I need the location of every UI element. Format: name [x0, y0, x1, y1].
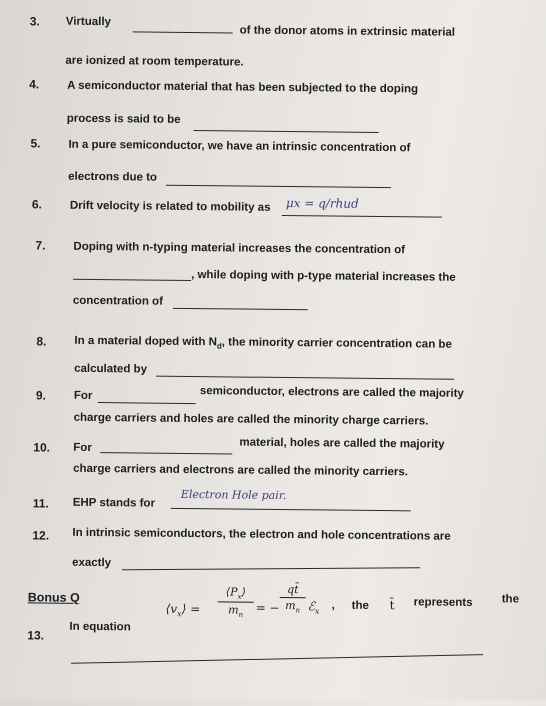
question-5-text-b: electrons due to: [68, 170, 158, 184]
question-13-equation-mid: = −: [255, 600, 280, 615]
question-13-text-represents: represents: [413, 596, 473, 609]
question-13-comma: ,: [331, 599, 335, 612]
question-3-number: 3.: [29, 14, 40, 29]
question-13-fraction-1: $⟨P_x⟩$ $m_n$: [218, 585, 254, 619]
question-10-text-b: material, holes are called the majority: [239, 436, 445, 451]
question-10-number: 10.: [33, 440, 51, 455]
question-3-text: Virtually: [65, 15, 112, 29]
question-11-number: 11.: [32, 496, 49, 511]
question-6-text: Drift velocity is related to mobility as: [69, 199, 271, 214]
question-7-text-c: concentration of: [72, 294, 164, 308]
question-3-blank[interactable]: [133, 31, 233, 33]
question-5-number: 5.: [30, 136, 41, 151]
question-12-number: 12.: [32, 528, 50, 543]
question-7-blank-b[interactable]: [173, 308, 308, 310]
question-11-blank[interactable]: [171, 508, 411, 512]
question-4-number: 4.: [29, 77, 40, 92]
question-10-text-c: charge carriers and electrons are called the minority carriers.: [73, 462, 409, 479]
question-5-text: In a pure semiconductor, we have an intrinsic concentration of: [68, 138, 411, 155]
question-7-number: 7.: [35, 238, 46, 253]
question-7-text: Doping with n-typing material increases the concentration of: [73, 240, 406, 257]
question-13-text-b: the: [351, 599, 369, 612]
question-13-text-the: the: [501, 593, 520, 606]
question-7-text-b: , while doping with p-type material increases the: [191, 269, 456, 284]
question-8-text-b: calculated by: [74, 362, 148, 376]
question-6-blank[interactable]: [282, 215, 442, 218]
question-9-text: For: [73, 389, 93, 402]
question-9-blank[interactable]: [98, 402, 196, 404]
question-13-text: In equation: [69, 620, 131, 634]
question-13-equation-field: ℰ$_x$: [307, 599, 320, 616]
question-4-blank[interactable]: [194, 130, 379, 133]
question-7-blank-a[interactable]: [73, 279, 191, 281]
question-13-number: 13.: [27, 628, 45, 643]
question-8-number: 8.: [36, 334, 47, 349]
question-4-text-b: process is said to be: [66, 112, 181, 126]
question-8-blank[interactable]: [156, 376, 454, 380]
question-12-text-b: exactly: [72, 556, 112, 570]
question-5-blank[interactable]: [166, 185, 391, 188]
question-10-text: For: [73, 441, 92, 454]
question-11-handwritten-answer: Electron Hole pair.: [180, 487, 287, 503]
question-9-text-b: semiconductor, electrons are called the majority: [199, 385, 464, 400]
question-9-text-c: charge carriers and holes are called the minority charge carriers.: [73, 411, 429, 428]
question-3-text-c: are ionized at room temperature.: [65, 54, 244, 69]
question-3-text-b: of the donor atoms in extrinsic material: [239, 24, 456, 39]
question-4-text: A semiconductor material that has been subjected to the doping: [67, 79, 419, 96]
question-8-text: In a material doped with $N_d$, the minority carrier concentration can be: [74, 334, 452, 351]
question-12-text: In intrinsic semiconductors, the electron and hole concentrations are: [72, 526, 451, 543]
question-13-blank[interactable]: [71, 654, 483, 664]
question-12-blank[interactable]: [122, 567, 420, 570]
question-11-text: EHP stands for: [72, 496, 156, 510]
question-13-fraction-2: qt̄ $m_n$: [280, 583, 306, 614]
question-9-number: 9.: [35, 388, 46, 403]
question-6-handwritten-answer: μx = q/rhud: [285, 196, 359, 211]
question-13-text-tbar: t̄: [389, 598, 395, 613]
question-10-blank[interactable]: [100, 452, 232, 454]
question-6-number: 6.: [31, 197, 42, 212]
question-13-equation-lhs: $⟨v_x⟩$ =: [165, 601, 201, 619]
bonus-heading: Bonus Q: [27, 590, 80, 605]
